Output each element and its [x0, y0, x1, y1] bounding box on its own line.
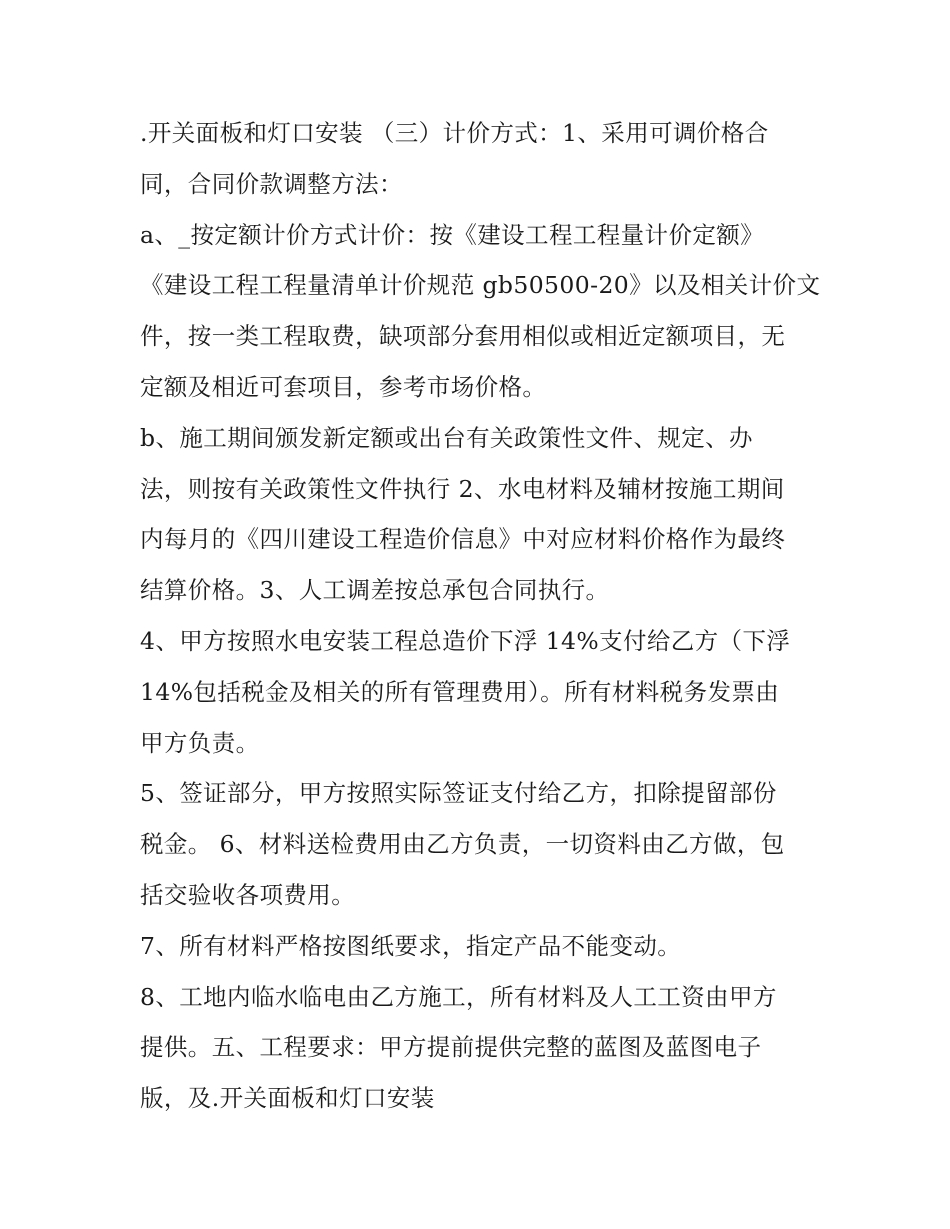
- text-line: 税金。 6、材料送检费用由乙方负责，一切资料由乙方做，包: [140, 830, 785, 859]
- text-line: 结算价格。3、人工调差按总承包合同执行。: [140, 576, 610, 605]
- text-line: 同，合同价款调整方法：: [140, 169, 403, 198]
- text-line: 甲方负责。: [140, 728, 260, 757]
- text-line: 《建设工程工程量清单计价规范 gb50500-20》以及相关计价文: [140, 271, 821, 300]
- text-line: 定额及相近可套项目，参考市场价格。: [140, 372, 547, 401]
- text-line: 法，则按有关政策性文件执行 2、水电材料及辅材按施工期间: [140, 474, 785, 503]
- text-line: a、_按定额计价方式计价：按《建设工程工程量计价定额》: [140, 220, 765, 249]
- text-line: 4、甲方按照水电安装工程总造价下浮 14%支付给乙方（下浮: [140, 626, 791, 655]
- text-line: 件，按一类工程取费，缺项部分套用相似或相近定额项目，无: [140, 322, 786, 351]
- text-line: 14%包括税金及相关的所有管理费用）。所有材料税务发票由: [140, 677, 780, 706]
- text-line: 内每月的《四川建设工程造价信息》中对应材料价格作为最终: [140, 525, 786, 554]
- text-line: 8、工地内临水临电由乙方施工，所有材料及人工工资由甲方: [140, 982, 777, 1011]
- text-line: 5、签证部分，甲方按照实际签证支付给乙方，扣除提留部份: [140, 779, 777, 808]
- text-line: 7、所有材料严格按图纸要求，指定产品不能变动。: [140, 931, 682, 960]
- document-page: [140, 108, 820, 1124]
- text-line: 提供。五、工程要求：甲方提前提供完整的蓝图及蓝图电子: [140, 1033, 762, 1062]
- text-line: b、施工期间颁发新定额或出台有关政策性文件、规定、办: [140, 423, 753, 452]
- text-line: 括交验收各项费用。: [140, 880, 356, 909]
- text-line: .开关面板和灯口安装 （三）计价方式：1、采用可调价格合: [140, 119, 769, 147]
- text-line: 版，及.开关面板和灯口安装: [140, 1084, 435, 1113]
